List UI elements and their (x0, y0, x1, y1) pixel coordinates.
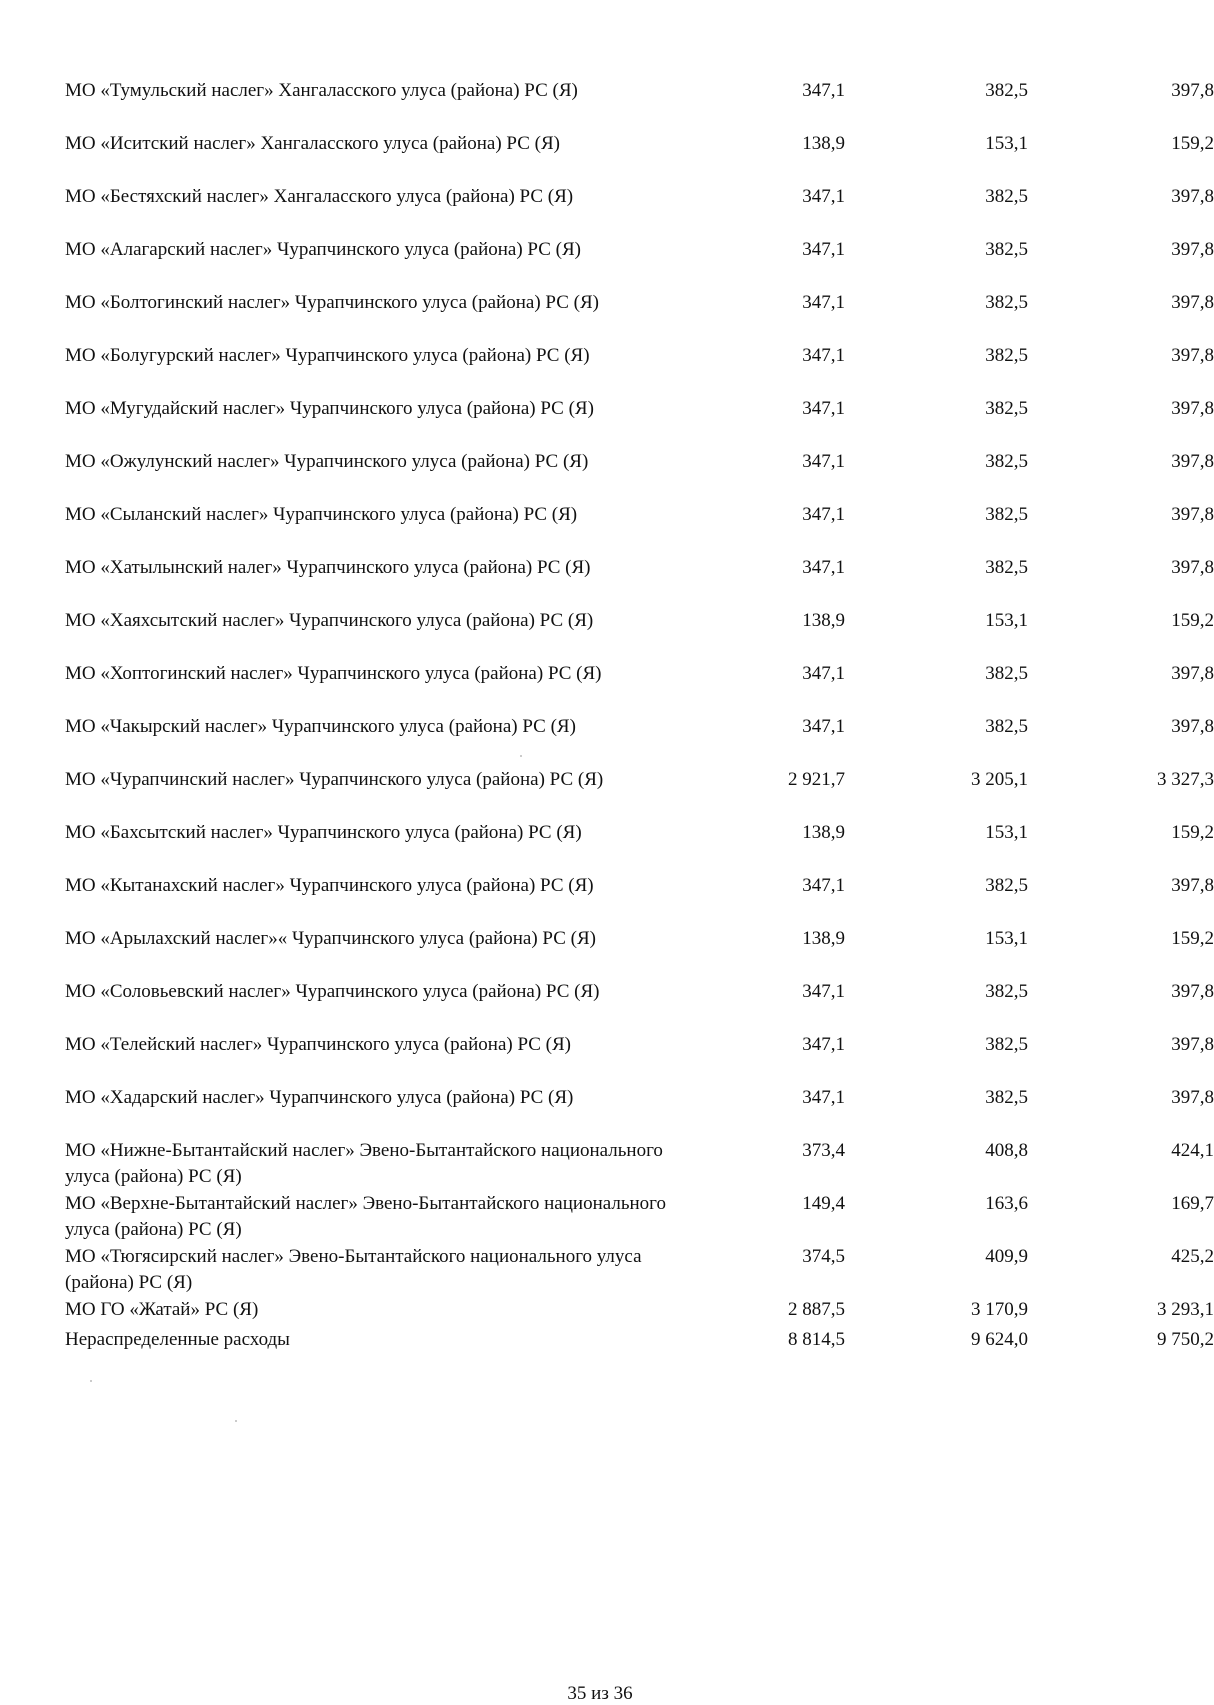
value-year-2: 382,5 (985, 398, 1028, 419)
value-year-1: 347,1 (802, 663, 845, 684)
table-row (65, 78, 1214, 131)
table-row (65, 820, 1214, 873)
value-year-3: 397,8 (1171, 557, 1214, 578)
municipality-name: МО ГО «Жатай» РС (Я) (65, 1299, 259, 1320)
value-year-1: 347,1 (802, 504, 845, 525)
value-year-1: 2 887,5 (788, 1299, 845, 1320)
value-year-1: 347,1 (802, 716, 845, 737)
value-year-3: 397,8 (1171, 451, 1214, 472)
table-row (65, 343, 1214, 396)
table-row (65, 555, 1214, 608)
value-year-1: 347,1 (802, 345, 845, 366)
value-year-1: 347,1 (802, 557, 845, 578)
value-year-2: 408,8 (985, 1140, 1028, 1161)
municipality-name: МО «Телейский наслег» Чурапчинского улуса (района) РС (Я) (65, 1034, 572, 1055)
table-row (65, 502, 1214, 555)
value-year-2: 409,9 (985, 1246, 1028, 1267)
value-year-3: 397,8 (1171, 345, 1214, 366)
value-year-1: 347,1 (802, 1034, 845, 1055)
value-year-3: 159,2 (1171, 133, 1214, 154)
value-year-1: 347,1 (802, 451, 845, 472)
table-row (65, 1032, 1214, 1085)
page-number: 35 из 36 (567, 1683, 633, 1704)
value-year-1: 8 814,5 (788, 1329, 845, 1350)
municipality-name: МО «Иситский наслег» Хангаласского улуса (района) РС (Я) (65, 133, 560, 154)
value-year-1: 347,1 (802, 292, 845, 313)
municipality-name: МО «Арылахский наслег»« Чурапчинского улуса (района) РС (Я) (65, 928, 596, 949)
table-row (65, 767, 1214, 820)
value-year-1: 2 921,7 (788, 769, 845, 790)
table-row (65, 873, 1214, 926)
table-row (65, 714, 1214, 767)
table-row (65, 1297, 1214, 1327)
table-row (65, 926, 1214, 979)
value-year-3: 397,8 (1171, 292, 1214, 313)
value-year-1: 347,1 (802, 80, 845, 101)
value-year-2: 382,5 (985, 663, 1028, 684)
value-year-3: 397,8 (1171, 981, 1214, 1002)
table-row (65, 661, 1214, 714)
municipality-name: МО «Ожулунский наслег» Чурапчинского улуса (района) РС (Я) (65, 451, 589, 472)
table-row (65, 237, 1214, 290)
table-row (65, 608, 1214, 661)
municipality-name: МО «Соловьевский наслег» Чурапчинского улуса (района) РС (Я) (65, 981, 600, 1002)
value-year-2: 382,5 (985, 292, 1028, 313)
table-row (65, 1244, 1214, 1297)
value-year-2: 3 170,9 (971, 1299, 1028, 1320)
value-year-3: 425,2 (1171, 1246, 1214, 1267)
table-row (65, 396, 1214, 449)
value-year-3: 3 327,3 (1157, 769, 1214, 790)
table-row (65, 1138, 1214, 1191)
municipality-name: МО «Хаяхсытский наслег» Чурапчинского улуса (района) РС (Я) (65, 610, 594, 631)
municipality-name: МО «Бестяхский наслег» Хангаласского улуса (района) РС (Я) (65, 186, 574, 207)
value-year-1: 374,5 (802, 1246, 845, 1267)
value-year-2: 3 205,1 (971, 769, 1028, 790)
budget-table (65, 78, 1214, 1354)
table-row (65, 1191, 1214, 1244)
value-year-2: 382,5 (985, 716, 1028, 737)
value-year-2: 382,5 (985, 239, 1028, 260)
value-year-2: 163,6 (985, 1193, 1028, 1214)
value-year-2: 9 624,0 (971, 1329, 1028, 1350)
table-row (65, 1327, 1214, 1354)
municipality-name: МО «Хатылынский налег» Чурапчинского улуса (района) РС (Я) (65, 557, 591, 578)
value-year-2: 382,5 (985, 504, 1028, 525)
value-year-1: 347,1 (802, 1087, 845, 1108)
value-year-1: 138,9 (802, 822, 845, 843)
municipality-name: Нераспределенные расходы (65, 1329, 290, 1350)
value-year-1: 138,9 (802, 610, 845, 631)
table-row (65, 184, 1214, 237)
value-year-1: 347,1 (802, 398, 845, 419)
table-row (65, 449, 1214, 502)
value-year-1: 347,1 (802, 239, 845, 260)
municipality-name: МО «Сыланский наслег» Чурапчинского улуса (района) РС (Я) (65, 504, 578, 525)
municipality-name: МО «Чакырский наслег» Чурапчинского улуса (района) РС (Я) (65, 716, 576, 737)
value-year-2: 153,1 (985, 928, 1028, 949)
municipality-name: МО «Чурапчинский наслег» Чурапчинского улуса (района) РС (Я) (65, 769, 604, 790)
value-year-1: 138,9 (802, 133, 845, 154)
municipality-name: МО «Хадарский наслег» Чурапчинского улуса (района) РС (Я) (65, 1087, 574, 1108)
table-row (65, 290, 1214, 343)
table-row (65, 1085, 1214, 1138)
value-year-3: 397,8 (1171, 504, 1214, 525)
municipality-name: МО «Кытанахский наслег» Чурапчинского улуса (района) РС (Я) (65, 875, 594, 896)
value-year-3: 159,2 (1171, 610, 1214, 631)
value-year-3: 9 750,2 (1157, 1329, 1214, 1350)
value-year-2: 382,5 (985, 345, 1028, 366)
value-year-3: 397,8 (1171, 186, 1214, 207)
table-row (65, 131, 1214, 184)
value-year-1: 347,1 (802, 875, 845, 896)
value-year-3: 424,1 (1171, 1140, 1214, 1161)
municipality-name: МО «Тюгясирский наслег» Эвено-Бытантайского национального улуса (района) РС (Я) (65, 1246, 642, 1293)
value-year-2: 153,1 (985, 610, 1028, 631)
value-year-2: 382,5 (985, 451, 1028, 472)
municipality-name: МО «Болугурский наслег» Чурапчинского улуса (района) РС (Я) (65, 345, 590, 366)
value-year-1: 138,9 (802, 928, 845, 949)
municipality-name: МО «Нижне-Бытантайский наслег» Эвено-Бытантайского национального улуса (района) РС (Я) (65, 1140, 663, 1187)
budget-table-body (65, 78, 1214, 1354)
value-year-2: 382,5 (985, 80, 1028, 101)
value-year-2: 382,5 (985, 875, 1028, 896)
value-year-2: 382,5 (985, 981, 1028, 1002)
value-year-3: 397,8 (1171, 875, 1214, 896)
value-year-1: 149,4 (802, 1193, 845, 1214)
scan-speck (520, 755, 522, 757)
scan-speck (235, 1420, 237, 1422)
value-year-1: 347,1 (802, 186, 845, 207)
municipality-name: МО «Мугудайский наслег» Чурапчинского улуса (района) РС (Я) (65, 398, 594, 419)
value-year-3: 397,8 (1171, 80, 1214, 101)
municipality-name: МО «Болтогинский наслег» Чурапчинского улуса (района) РС (Я) (65, 292, 599, 313)
value-year-3: 397,8 (1171, 1034, 1214, 1055)
value-year-3: 397,8 (1171, 716, 1214, 737)
table-row (65, 979, 1214, 1032)
municipality-name: МО «Алагарский наслег» Чурапчинского улуса (района) РС (Я) (65, 239, 581, 260)
value-year-2: 153,1 (985, 133, 1028, 154)
scan-speck (90, 1380, 92, 1382)
value-year-3: 159,2 (1171, 822, 1214, 843)
value-year-3: 3 293,1 (1157, 1299, 1214, 1320)
value-year-3: 397,8 (1171, 398, 1214, 419)
value-year-3: 397,8 (1171, 1087, 1214, 1108)
value-year-3: 159,2 (1171, 928, 1214, 949)
municipality-name: МО «Хоптогинский наслег» Чурапчинского улуса (района) РС (Я) (65, 663, 602, 684)
value-year-2: 382,5 (985, 1087, 1028, 1108)
municipality-name: МО «Бахсытский наслег» Чурапчинского улуса (района) РС (Я) (65, 822, 582, 843)
value-year-2: 153,1 (985, 822, 1028, 843)
value-year-2: 382,5 (985, 557, 1028, 578)
value-year-2: 382,5 (985, 186, 1028, 207)
municipality-name: МО «Верхне-Бытантайский наслег» Эвено-Бытантайского национального улуса (района) РС (Я) (65, 1193, 666, 1240)
municipality-name: МО «Тумульский наслег» Хангаласского улуса (района) РС (Я) (65, 80, 578, 101)
value-year-2: 382,5 (985, 1034, 1028, 1055)
value-year-1: 347,1 (802, 981, 845, 1002)
value-year-3: 397,8 (1171, 239, 1214, 260)
value-year-3: 169,7 (1171, 1193, 1214, 1214)
value-year-3: 397,8 (1171, 663, 1214, 684)
value-year-1: 373,4 (802, 1140, 845, 1161)
